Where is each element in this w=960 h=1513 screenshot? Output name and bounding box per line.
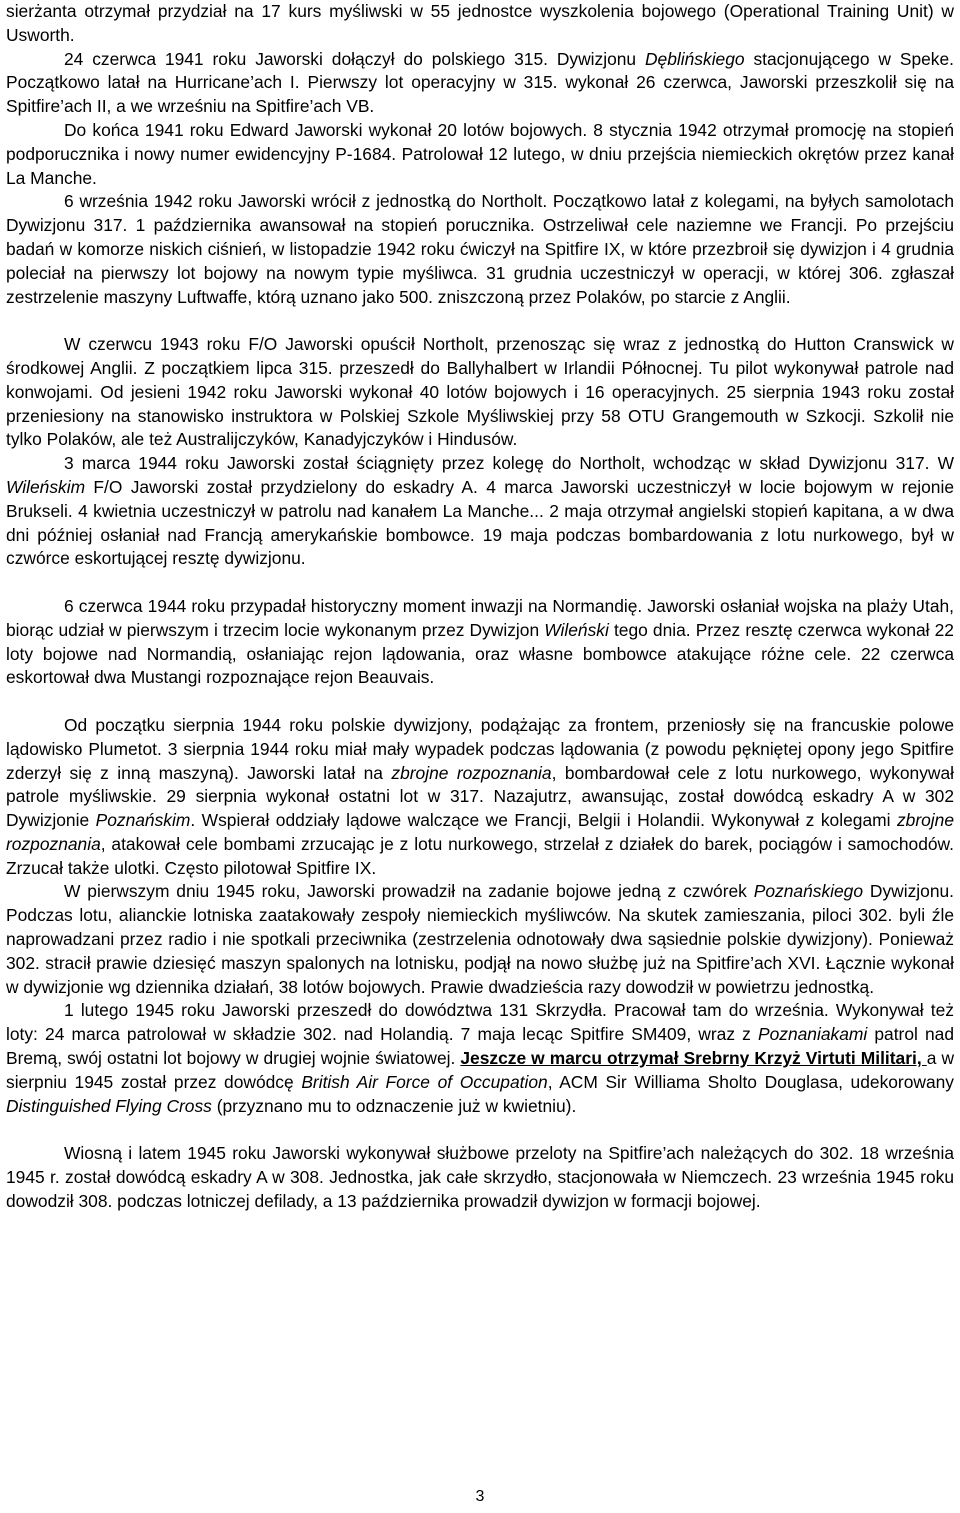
paragraph-text: . Wspierał oddziały lądowe walczące we Francji, Belgii i Holandii. Wykonywał z kolegami [190,810,897,831]
italic-text: zbrojne rozpoznania [391,762,552,783]
page-number: 3 [475,1488,485,1505]
emphasized-text: Jeszcze w marcu otrzymał Srebrny Krzyż Virtuti Militari, [460,1048,927,1069]
body-paragraph [6,714,954,881]
paragraph-text: Od początku sierpnia 1944 roku polskie dywizjony, podążając za frontem, przeniosły się na francuskie polowe lądowisko Plumetot. 3 sierpnia 1944 roku miał mały wypadek podczas lądowania (z powodu pękniętej opony jego Spitfire zderzył się z inną maszyną). Jaworski latał na [6,714,954,783]
paragraph-text: F/O Jaworski został przydzielony do eskadry A. 4 marca Jaworski uczestniczył w locie bojowym w rejonie Brukseli. 4 kwietnia uczestniczył w patrolu nad kanałem La Manche... 2 maja otrzymał angielski stopień kapitana, a w dwa dni później osłaniał nad Francją amerykańskie bombowce. 19 maja podczas bombardowania z lotu nurkowego, był w czwórce eskortującej resztę dywizjonu. [6,476,954,569]
paragraph-text: 1 lutego 1945 roku Jaworski przeszedł do dowództwa 131 Skrzydła. Pracował tam do września. Wykonywał też loty: 24 marca patrolował w składzie 302. nad Holandią. 7 maja lecąc Spitfire SM409, wraz z [6,1000,954,1045]
paragraph-spacer [6,571,954,595]
document-body [6,0,954,1214]
body-paragraph [6,1142,954,1213]
body-paragraph [6,333,954,452]
italic-text: Wileńskim [6,476,86,497]
paragraph-text: W czerwcu 1943 roku F/O Jaworski opuścił Northolt, przenosząc się wraz z jednostką do Hutton Cranswick w środkowej Anglii. Z początkiem lipca 315. przeszedł do Ballyhalbert w Irlandii Północnej. Tu pilot wykonywał patrole nad konwojami. Od jesieni 1942 roku Jaworski wykonał 40 lotów bojowych i 16 operacyjnych. 25 sierpnia 1943 roku został przeniesiony na stanowisko instruktora w Polskiej Szkole Myśliwskiej przy 58 OTU Grangemouth w Szkocji. Szkolił nie tylko Polaków, ale też Australijczyków, Kanadyjczyków i Hindusów. [6,334,954,450]
italic-text: Poznańskim [95,810,191,831]
paragraph-text: , atakował cele bombami zrzucając je z lotu nurkowego, strzelał z działek do barek, pociągów i samochodów. Zrzucał także ulotki. Często pilotował Spitfire IX. [6,833,954,878]
paragraph-text: 3 marca 1944 roku Jaworski został ściągnięty przez kolegę do Northolt, wchodząc w skład Dywizjonu 317. W [64,453,954,474]
body-paragraph [6,452,954,571]
italic-text: Poznaniakami [757,1024,868,1045]
paragraph-text: , ACM Sir Williama Sholto Douglasa, udekorowany [547,1071,954,1092]
body-paragraph [6,48,954,119]
italic-text: Wileński [544,619,609,640]
italic-text: Distinguished Flying Cross [6,1095,212,1116]
paragraph-text: tego dnia. Przez resztę czerwca wykonał 22 loty bojowe nad Normandią, osłaniając rejon lądowania, oraz własne bombowce atakujące różne cele. 22 czerwca eskortował dwa Mustangi rozpoznające rejon Beauvais. [6,619,954,688]
paragraph-text: sierżanta otrzymał przydział na 17 kurs myśliwski w 55 jednostce wyszkolenia bojowego (Operational Training Unit) w Usworth. [6,1,954,45]
paragraph-text: (przyznano mu to odznaczenie już w kwietniu). [211,1095,577,1116]
paragraph-text: patrol nad Bremą, swój ostatni lot bojowy w drugiej wojnie światowej. [6,1024,955,1069]
paragraph-text: a w sierpniu 1945 został przez dowódcę [6,1048,955,1092]
paragraph-text: Dywizjonu. Podczas lotu, alianckie lotniska zaatakowały zespoły niemieckich myśliwców. Na skutek zamieszania, piloci 302. byli źle naprowadzani przez radio i nie spotkali przeciwnika (zestrzelenia odnotowały dwa sąsiednie polskie dywizjony). Ponieważ 302. stracił prawie dziesięć maszyn spalonych na lotnisku, podjął na nowo służbę już na Spitfire’ach XVI. Łącznie wykonał w dywizjonie wg dziennika działań, 38 lotów bojowych. Prawie dwadzieścia razy dowodził w powietrzu jednostką. [6,881,954,997]
paragraph-text: Wiosną i latem 1945 roku Jaworski wykonywał służbowe przeloty na Spitfire’ach należących do 302. 18 września 1945 r. został dowódcą eskadry A w 308. Jednostka, jak całe skrzydło, stacjonowała w Niemczech. 23 września 1945 roku dowodził 308. podczas lotniczej defilady, a 13 października prowadził dywizjon w formacji bojowej. [6,1143,954,1211]
paragraph-spacer [6,309,954,333]
body-paragraph [6,880,954,999]
paragraph-text: 24 czerwca 1941 roku Jaworski dołączył do polskiego 315. Dywizjonu [64,48,645,69]
paragraph-text: 6 września 1942 roku Jaworski wrócił z jednostką do Northolt. Początkowo latał z kolegami, na byłych samolotach Dywizjonu 317. 1 października awansował na stopień porucznika. Ostrzeliwał cele naziemne we Francji. Po przejściu badań w komorze niskich ciśnień, w listopadzie 1942 roku ćwiczył na Spitfire IX, w które przezbroił się dywizjon i 4 grudnia poleciał na pierwszy lot bojowy na nowym typie myśliwca. 31 grudnia uczestniczył w operacji, w której 306. zgłaszał zestrzelenie maszyny Luftwaffe, którą uznano jako 500. zniszczoną przez Polaków, po starcie z Anglii. [6,191,954,307]
body-paragraph [6,0,954,48]
paragraph-spacer [6,690,954,714]
paragraph-text: 6 czerwca 1944 roku przypadał historyczny moment inwazji na Normandię. Jaworski osłaniał wojska na plaży Utah, biorąc udział w pierwszym i trzecim locie wykonanym przez Dywizjon [6,595,954,640]
body-paragraph [6,190,954,309]
paragraph-text: stacjonującego w Speke. Początkowo latał na Hurricane’ach I. Pierwszy lot operacyjny w 315. wykonał 26 czerwca, Jaworski przeszkolił się na Spitfire’ach II, a we wrześniu na Spitfire’ach VB. [6,48,954,117]
italic-text: Dęblińskiego [645,48,745,69]
paragraph-spacer [6,1118,954,1142]
body-paragraph [6,119,954,190]
paragraph-text: Do końca 1941 roku Edward Jaworski wykonał 20 lotów bojowych. 8 stycznia 1942 otrzymał promocję na stopień podporucznika i nowy numer ewidencyjny P-1684. Patrolował 12 lutego, w dniu przejścia niemieckich okrętów przez kanał La Manche. [6,119,954,188]
body-paragraph [6,999,954,1118]
italic-text: Poznańskiego [753,881,864,902]
paragraph-text: W pierwszym dniu 1945 roku, Jaworski prowadził na zadanie bojowe jedną z czwórek [64,881,754,902]
body-paragraph [6,595,954,690]
paragraph-text: , bombardował cele z lotu nurkowego, wykonywał patrole myśliwskie. 29 sierpnia wykonał ostatni lot w 317. Nazajutrz, awansując, został dowódcą eskadry A w 302 Dywizjonie [6,762,954,831]
italic-text: British Air Force of Occupation [301,1071,548,1092]
italic-text: zbrojne rozpoznania [6,810,954,854]
